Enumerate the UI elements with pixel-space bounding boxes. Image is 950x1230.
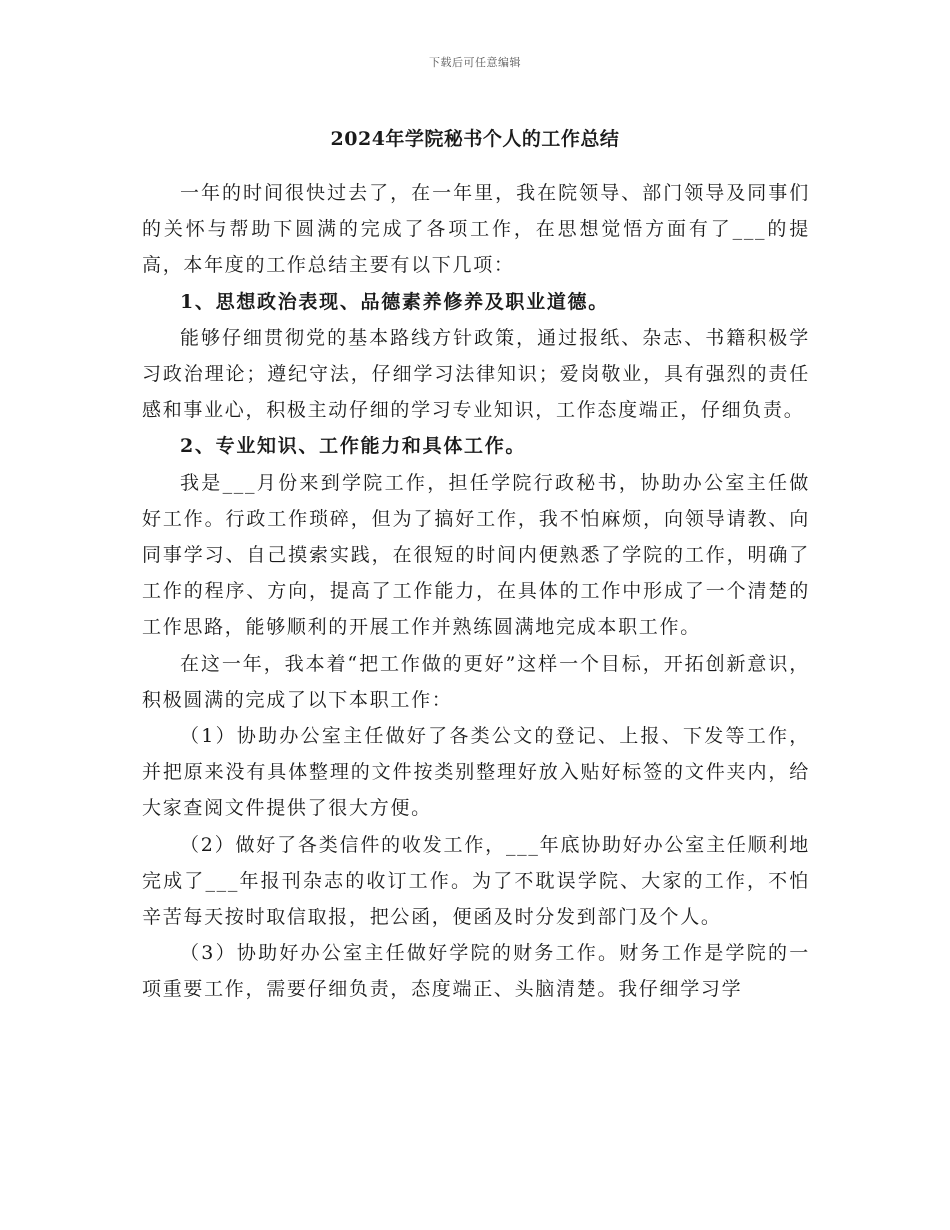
header-note: 下载后可任意编辑 bbox=[429, 56, 521, 69]
section-heading-1: 1、思想政治表现、品德素养修养及职业道德。 bbox=[180, 290, 609, 313]
list-item-3: （3）协助好办公室主任做好学院的财务工作。财务工作是学院的一项重要工作，需要仔细负责，态度端正、头脑清楚。我仔细学习学 bbox=[142, 942, 810, 1001]
section-heading-2: 2、专业知识、工作能力和具体工作。 bbox=[180, 435, 527, 458]
section-2-paragraph: 我是___月份来到学院工作，担任学院行政秘书，协助办公室主任做好工作。行政工作琐碎，但为了搞好工作，我不怕麻烦，向领导请教、向同事学习、自己摸索实践，在很短的时间内便熟悉了学院的工作，明确了工作的程序、方向，提高了工作能力，在具体的工作中形成了一个清楚的工作思路，能够顺利的开展工作并熟练圆满地完成本职工作。 bbox=[142, 471, 810, 639]
document-title: 2024年学院秘书个人的工作总结 bbox=[330, 128, 620, 150]
goal-paragraph: 在这一年，我本着“把工作做的更好”这样一个目标，开拓创新意识，积极圆满的完成了以下本职工作： bbox=[142, 652, 810, 711]
section-1-paragraph: 能够仔细贯彻党的基本路线方针政策，通过报纸、杂志、书籍积极学习政治理论；遵纪守法，仔细学习法律知识；爱岗敬业，具有强烈的责任感和事业心，积极主动仔细的学习专业知识，工作态度端正，仔细负责。 bbox=[142, 326, 810, 422]
list-item-1: （1）协助办公室主任做好了各类公文的登记、上报、下发等工作，并把原来没有具体整理的文件按类别整理好放入贴好标签的文件夹内，给大家查阅文件提供了很大方便。 bbox=[142, 725, 810, 820]
list-item-2: （2）做好了各类信件的收发工作，___年底协助好办公室主任顺利地完成了___年报刊杂志的收订工作。为了不耽误学院、大家的工作，不怕辛苦每天按时取信取报，把公函，便函及时分发到部门及个人。 bbox=[142, 833, 810, 929]
intro-paragraph: 一年的时间很快过去了，在一年里，我在院领导、部门领导及同事们的关怀与帮助下圆满的完成了各项工作，在思想觉悟方面有了___的提高，本年度的工作总结主要有以下几项： bbox=[142, 182, 810, 277]
document-body bbox=[142, 175, 810, 1008]
